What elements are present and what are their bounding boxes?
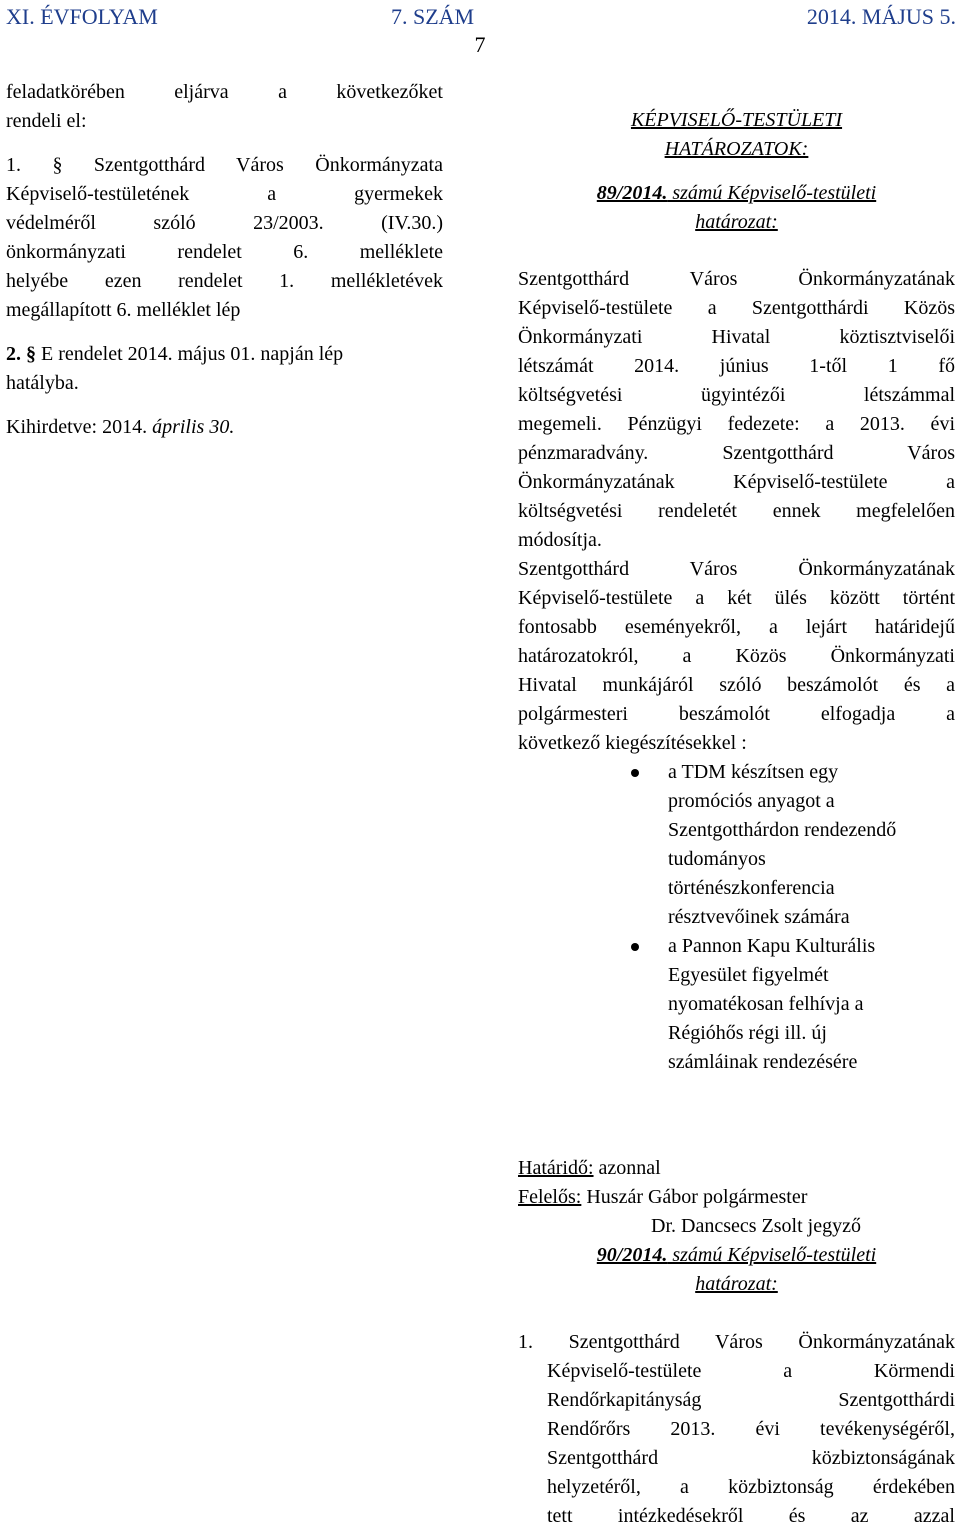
bullet-icon [631,943,639,951]
responsibility-block [518,1154,955,1299]
promulgation-line: Kihirdetve: 2014. április 30. [6,416,235,438]
left-column [6,78,443,442]
resolution-90-body: 1. Szentgotthárd Város Önkormányzatának Képviselő-testülete a Körmendi Rendőrkapitányság Szentgotthárdi Rendőrőrs 2013. évi tevékenységéről, Szentgotthárd közbiztonságának helyzetéről, a közbiztonság érdekében tett intézkedésekről és az azzal [518,1331,955,1527]
bullet-icon [631,769,639,777]
section-subtitle: HATÁROZATOK: [664,138,809,160]
resolution-90-title: 90/2014. számú Képviselő-testületi [596,1244,877,1266]
deadline-line: Határidő: azonnal [518,1157,661,1179]
section-mark: 2. § [6,343,36,365]
resolution-89-body: Szentgotthárd Város Önkormányzatának Képviselő-testülete a Szentgotthárdi Közös Önkormányzati Hivatal köztisztviselői létszámát 2014. június 1-től 1 fő költségvetési ügyintézői létszámmal megemeli. Pénzügyi fedezete: a 2013. évi pénzmaradvány. Szentgotthárd Város Önkormányzatának Képviselő-testülete a költségvetési rendeletét ennek megfelelően módosítja. Szentgotthárd Város Önkormányzatának Képviselő-testülete a két ülés között történt fontosabb eseményekről, a lejárt határidejű határozatokról, a Közös Önkormányzati Hivatal munkájáról szóló beszámolót és a polgármesteri beszámolót elfogadja a következő kiegészítésekkel : [518,268,955,754]
supplement-list [518,758,955,1077]
volume-label: XI. ÉVFOLYAM [6,4,158,29]
responsible-line: Felelős: Huszár Gábor polgármester [518,1186,808,1208]
intro-paragraph: feladatkörében eljárva a következőket rendeli el: [6,81,443,132]
paragraph-2: 2. § E rendelet 2014. május 01. napján lép hatályba. [6,343,344,394]
date-label: 2014. MÁJUS 5. [806,4,956,29]
resolution-90-subtitle: határozat: [695,1273,778,1295]
responsible-second: Dr. Dancsecs Zsolt jegyző [651,1215,861,1237]
list-item: a TDM készítsen egy promóciós anyagot a Szentgotthárdon rendezendő tudományos történészkonferencia résztvevőinek számára [518,758,958,932]
list-item: a Pannon Kapu Kulturális Egyesület figyelmét nyomatékosan felhívja a Régióhős régi ill. új számláinak rendezésére [518,932,958,1077]
promulgation-date: április 30. [152,416,235,438]
resolution-89-title: 89/2014. számú Képviselő-testületi [596,182,877,204]
right-column [518,106,955,1077]
paragraph-1: 1. § Szentgotthárd Város Önkormányzata Képviselő-testületének a gyermekek védelméről szóló 23/2003. (IV.30.) önkormányzati rendelet 6. melléklete helyébe ezen rendelet 1. mellékletévek megállapított 6. melléklet lép [6,154,443,321]
resolution-89-subtitle: határozat: [695,211,778,233]
page-number: 7 [474,32,486,57]
issue-label: 7. SZÁM [391,4,475,29]
section-title: KÉPVISELŐ-TESTÜLETI [630,109,843,131]
page-header [0,0,960,60]
